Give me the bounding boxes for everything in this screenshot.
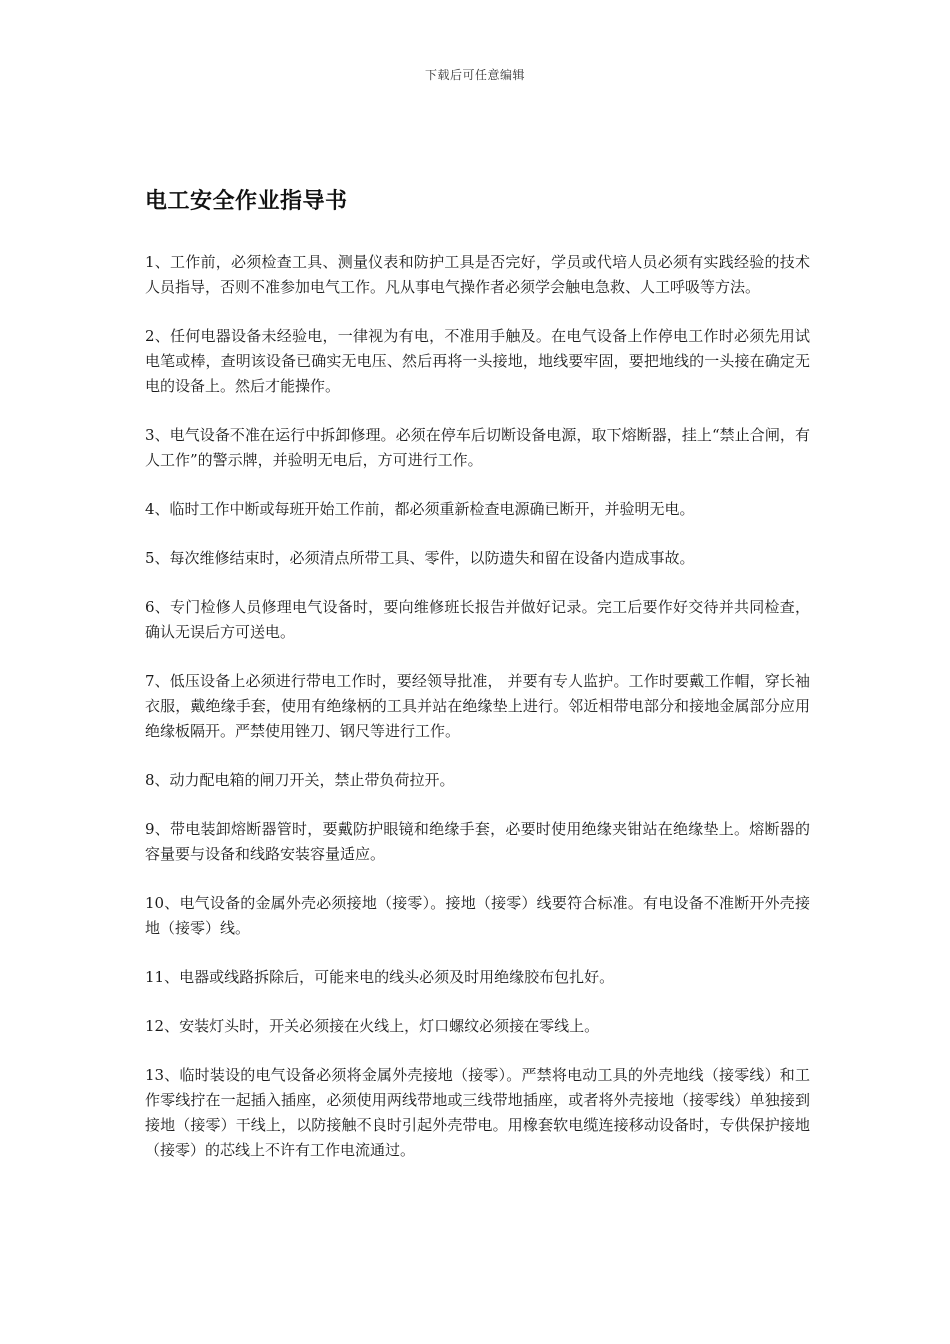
paragraph-1: 1、工作前，必须检查工具、测量仪表和防护工具是否完好，学员或代培人员必须有实践经验的技术人员指导，否则不准参加电气工作。凡从事电气操作者必须学会触电急救、人工呼吸等方法。 <box>145 253 810 296</box>
paragraph-11: 11、电器或线路拆除后，可能来电的线头必须及时用绝缘胶布包扎好。 <box>145 968 615 986</box>
paragraph-2: 2、任何电器设备未经验电，一律视为有电，不准用手触及。在电气设备上作停电工作时必须先用试电笔或棒，查明该设备已确实无电压、然后再将一头接地，地线要牢固，要把地线的一头接在确定无电的设备上。然后才能操作。 <box>145 327 810 395</box>
document-title: 电工安全作业指导书 <box>145 189 348 214</box>
page-header-note: 下载后可任意编辑 <box>424 68 525 82</box>
paragraph-8: 8、动力配电箱的闸刀开关，禁止带负荷拉开。 <box>145 771 455 789</box>
paragraph-6: 6、专门检修人员修理电气设备时，要向维修班长报告并做好记录。完工后要作好交待并共同检查，确认无误后方可送电。 <box>145 598 810 641</box>
paragraph-3: 3、电气设备不准在运行中拆卸修理。必须在停车后切断设备电源，取下熔断器，挂上“禁止合闸，有人工作”的警示牌，并验明无电后，方可进行工作。 <box>145 426 810 469</box>
paragraph-4: 4、临时工作中断或每班开始工作前，都必须重新检查电源确已断开，并验明无电。 <box>145 500 695 518</box>
document-body <box>145 250 810 1187</box>
paragraph-7: 7、低压设备上必须进行带电工作时，要经领导批准， 并要有专人监护。工作时要戴工作帽，穿长袖衣服，戴绝缘手套，使用有绝缘柄的工具并站在绝缘垫上进行。邻近相带电部分和接地金属部分应用绝缘板隔开。严禁使用锉刀、钢尺等进行工作。 <box>145 672 810 740</box>
paragraph-13: 13、临时装设的电气设备必须将金属外壳接地（接零）。严禁将电动工具的外壳地线（接零线）和工作零线拧在一起插入插座，必须使用两线带地或三线带地插座，或者将外壳接地（接零线）单独接到接地（接零）干线上，以防接触不良时引起外壳带电。用橡套软电缆连接移动设备时，专供保护接地（接零）的芯线上不许有工作电流通过。 <box>145 1066 810 1159</box>
paragraph-10: 10、电气设备的金属外壳必须接地（接零）。接地（接零）线要符合标准。有电设备不准断开外壳接地（接零）线。 <box>145 894 810 937</box>
paragraph-12: 12、安装灯头时，开关必须接在火线上，灯口螺纹必须接在零线上。 <box>145 1017 600 1035</box>
paragraph-9: 9、带电装卸熔断器管时，要戴防护眼镜和绝缘手套，必要时使用绝缘夹钳站在绝缘垫上。熔断器的容量要与设备和线路安装容量适应。 <box>145 820 810 863</box>
paragraph-5: 5、每次维修结束时，必须清点所带工具、零件，以防遗失和留在设备内造成事故。 <box>145 549 695 567</box>
